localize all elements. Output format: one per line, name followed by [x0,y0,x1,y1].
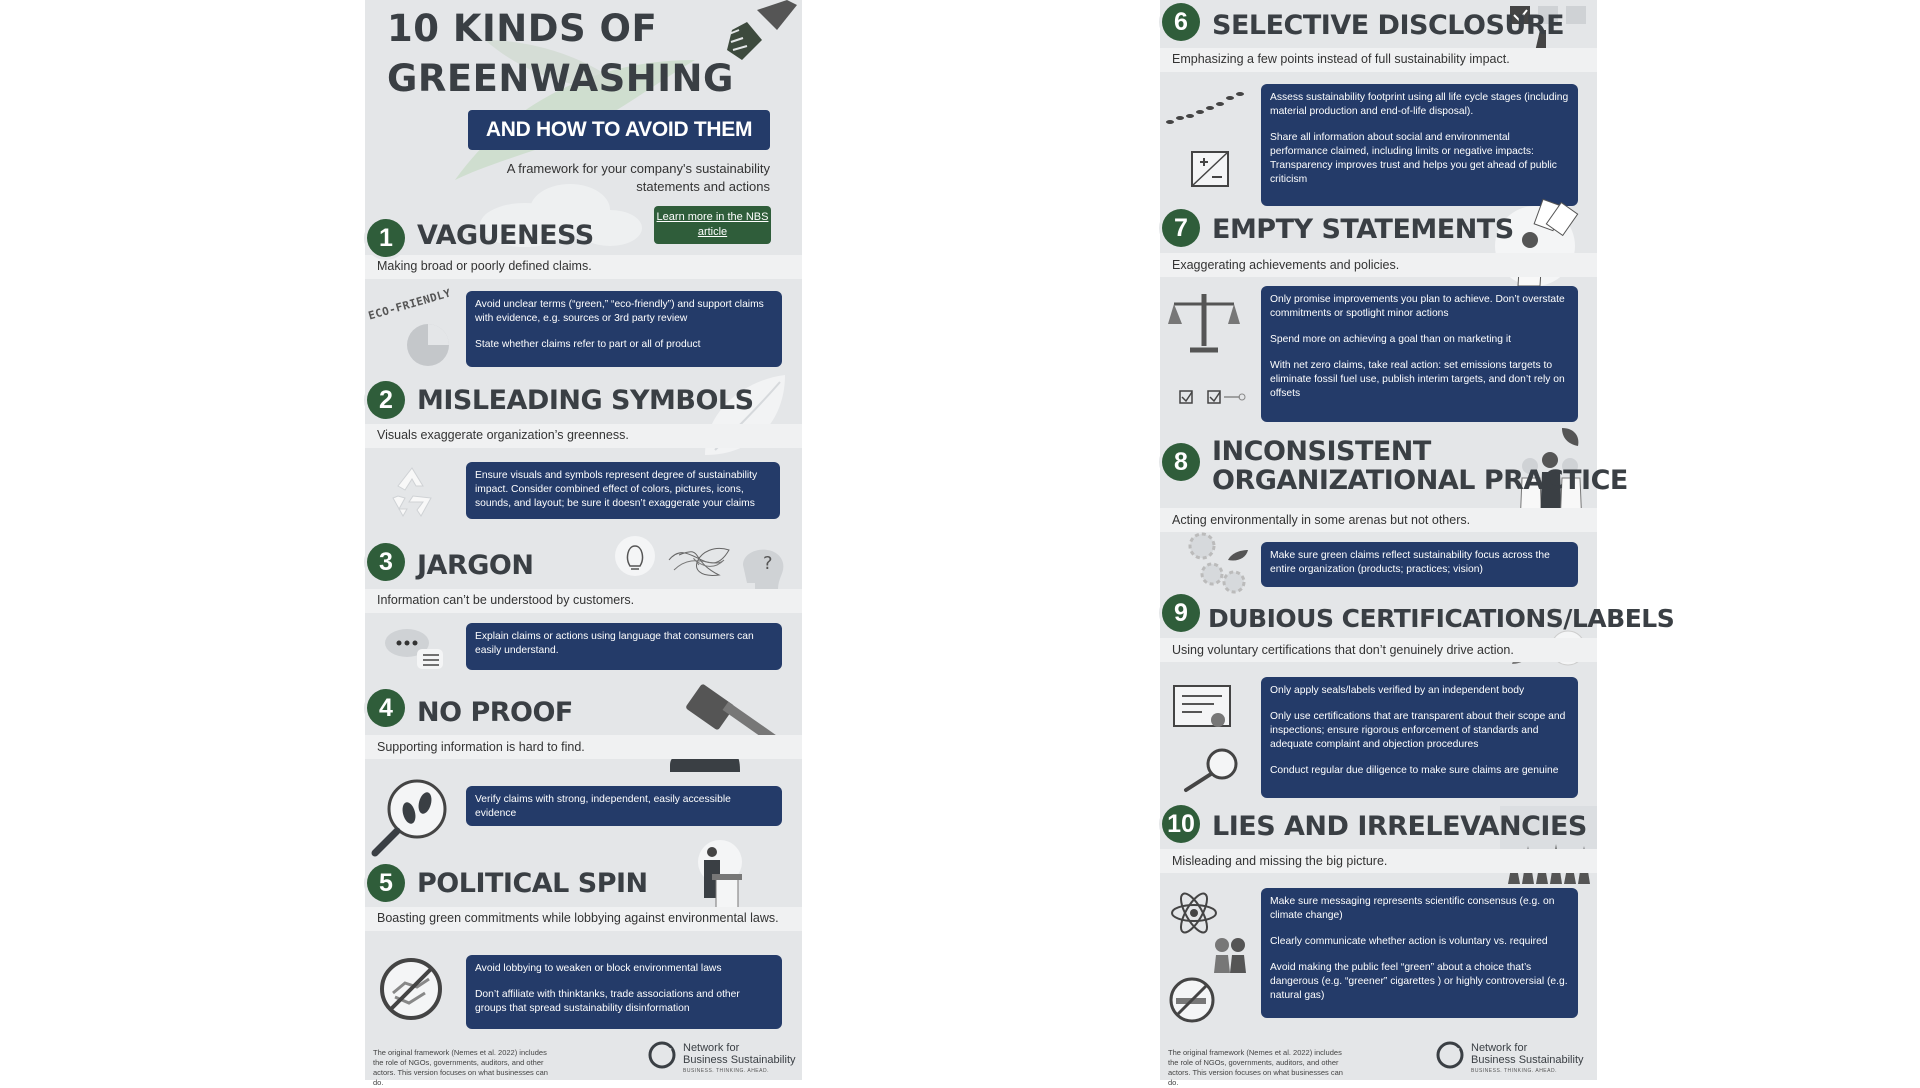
nbs-logo [647,1040,796,1080]
section4-number: 4 [367,689,405,727]
main-title-line2: GREENWASHING [387,57,734,100]
magnifying-glass-icon [1180,746,1240,792]
section4-advice [466,786,782,826]
advice-item: Verify claims with strong, independent, easily accessible evidence [475,794,731,819]
advice-item: Only promise improvements you plan to achieve. Don’t overstate commitments or spotlight minor actions [1270,294,1565,319]
question-head-icon [733,535,793,595]
section2-advice [466,462,780,519]
section8-advice [1261,542,1578,587]
section1-advice [466,291,782,367]
section5-number: 5 [367,864,405,902]
advice-item: Share all information about social and environmental performance claimed, including limits or negative impacts: Transparency improves trust and helps you get ahead of public criticism [1270,132,1557,185]
section10-number: 10 [1162,805,1200,843]
main-title [387,4,734,104]
section7-advice [1261,286,1578,422]
advice-item: Don’t affiliate with thinktanks, trade associations and other groups that spread sustainability disinformation [475,989,740,1014]
advice-item: Only apply seals/labels verified by an independent body [1270,685,1525,696]
section5-advice [466,955,782,1029]
intro-text: A framework for your company's sustainability statements and actions [506,161,770,194]
nbs-logo [1435,1040,1584,1080]
nbs-logo-icon [1435,1040,1465,1070]
advice-item: Avoid making the public feel “green” about a choice that’s dangerous (e.g. “greener” cigarettes ) or highly controversial (e.g. natural gas) [1270,962,1568,1001]
section7-desc: Exaggerating achievements and policies. [1172,258,1400,272]
section4-title: NO PROOF [417,697,573,728]
advice-item: With net zero claims, take real action: set emissions targets to eliminate fossil fuel use, publish interim targets, and don’t rely on offsets [1270,360,1565,399]
certificate-icon [1172,684,1234,734]
section2-title: MISLEADING SYMBOLS [417,385,754,416]
section8-title-line2: ORGANIZATIONAL PRACTICE [1212,465,1628,496]
infographic-left-panel [365,0,802,1087]
section9-title: DUBIOUS CERTIFICATIONS/LABELS [1208,604,1675,633]
section1-title: VAGUENESS [417,220,594,251]
section2-number: 2 [367,381,405,419]
advice-item: Spend more on achieving a goal than on marketing it [1270,334,1511,345]
section6-number: 6 [1162,3,1200,41]
advice-item: Clearly communicate whether action is voluntary vs. required [1270,936,1548,947]
advice-item: Explain claims or actions using language that consumers can easily understand. [475,631,754,656]
advice-item: Ensure visuals and symbols represent degree of sustainability impact. Consider combined effect of colors, pictures, icons, sounds, and layout; be sure it doesn’t exaggerate your claims [475,470,758,509]
section10-desc: Misleading and missing the big picture. [1172,854,1388,868]
section10-advice [1261,888,1578,1018]
section5-title: POLITICAL SPIN [417,868,648,899]
section9-number: 9 [1162,594,1200,632]
main-title-line1: 10 KINDS OF [387,7,658,50]
chat-bubbles-icon [379,625,449,675]
advice-item: State whether claims refer to part or all of product [475,339,701,350]
nbs-logo-icon [647,1040,677,1070]
plus-minus-icon [1190,150,1230,188]
advice-item: Make sure messaging represents scientific consensus (e.g. on climate change) [1270,896,1555,921]
section2-desc: Visuals exaggerate organization’s greenness. [377,428,629,442]
advice-item: Avoid unclear terms (“green,” “eco-friendly”) and support claims with evidence, e.g. sources or 3rd party review [475,299,764,324]
advice-item: Assess sustainability footprint using all life cycle stages (including material production and end-of-life disposal). [1270,92,1569,117]
advice-item: Make sure green claims reflect sustainability focus across the entire organization (products; practices; vision) [1270,550,1550,575]
no-cigarette-icon [1168,976,1216,1024]
section8-title-line1: INCONSISTENT [1212,436,1431,467]
advice-item: Conduct regular due diligence to make sure claims are genuine [1270,765,1559,776]
advice-item: Only use certifications that are transparent about their scope and inspections; ensure rigorous enforcement of standards and adequate complaint and objection procedures [1270,711,1566,750]
section8-number: 8 [1162,443,1200,481]
section6-title: SELECTIVE DISCLOSURE [1212,10,1565,41]
section5-desc: Boasting green commitments while lobbying against environmental laws. [377,911,779,925]
section7-title: EMPTY STATEMENTS [1212,214,1514,245]
section3-advice [466,623,782,670]
svg-text:?: ? [763,553,773,574]
nbs-logo-text [683,1042,796,1066]
section6-advice [1261,84,1578,206]
section7-number: 7 [1162,209,1200,247]
section9-desc: Using voluntary certifications that don’t genuinely drive action. [1172,643,1514,657]
nbs-logo-line2: Business Sustainability [683,1054,796,1066]
recycle-icon [383,462,441,520]
nbs-logo-tagline: BUSINESS. THINKING. AHEAD. [683,1068,769,1074]
nbs-logo-tagline: BUSINESS. THINKING. AHEAD. [1471,1068,1557,1074]
section9-advice [1261,677,1578,798]
advice-item: Avoid lobbying to weaken or block environmental laws [475,963,722,974]
learn-more-button[interactable]: Learn more in the NBS article [654,206,771,244]
eco-friendly-stamp: ECO-FRIENDLY [366,286,453,323]
nbs-logo-text [1471,1042,1584,1066]
scales-icon [1168,288,1240,354]
section8-title [1212,437,1628,495]
checklist-icon [1178,388,1248,406]
pie-chart-icon [405,322,451,368]
footer-note: The original framework (Nemes et al. 2022) includes the role of NGOs, governments, auditors, and other actors. This version focuses on what businesses can do. [373,1048,548,1087]
nbs-logo-line2: Business Sustainability [1471,1054,1584,1066]
infographic-right-panel [1160,0,1675,1087]
subtitle-banner: AND HOW TO AVOID THEM [468,110,770,150]
section8-desc: Acting environmentally in some arenas but not others. [1172,513,1471,527]
section1-number: 1 [367,219,405,257]
two-people-icon [1210,935,1250,975]
tangled-thoughts-icon [659,530,739,590]
footer-note: The original framework (Nemes et al. 2022) includes the role of NGOs, governments, auditors, and other actors. This version focuses on what businesses can do. [1168,1048,1343,1087]
atom-icon [1168,887,1220,939]
nbs-logo-line1: Network for [683,1042,740,1054]
nbs-logo-line1: Network for [1471,1042,1528,1054]
section3-number: 3 [367,543,405,581]
gears-leaf-icon [1182,532,1252,598]
footprints-trail-icon [1162,88,1248,128]
section4-desc: Supporting information is hard to find. [377,740,585,754]
section3-desc: Information can’t be understood by customers. [377,593,635,607]
magnifier-footprints-icon [369,775,451,857]
gavel-icon [670,680,800,775]
section6-desc: Emphasizing a few points instead of full sustainability impact. [1172,52,1510,66]
section10-title: LIES AND IRRELEVANCIES [1212,811,1587,842]
lightbulb-icon [610,536,660,586]
no-handshake-icon [379,957,443,1021]
section1-desc: Making broad or poorly defined claims. [377,259,592,273]
section3-title: JARGON [417,550,534,581]
